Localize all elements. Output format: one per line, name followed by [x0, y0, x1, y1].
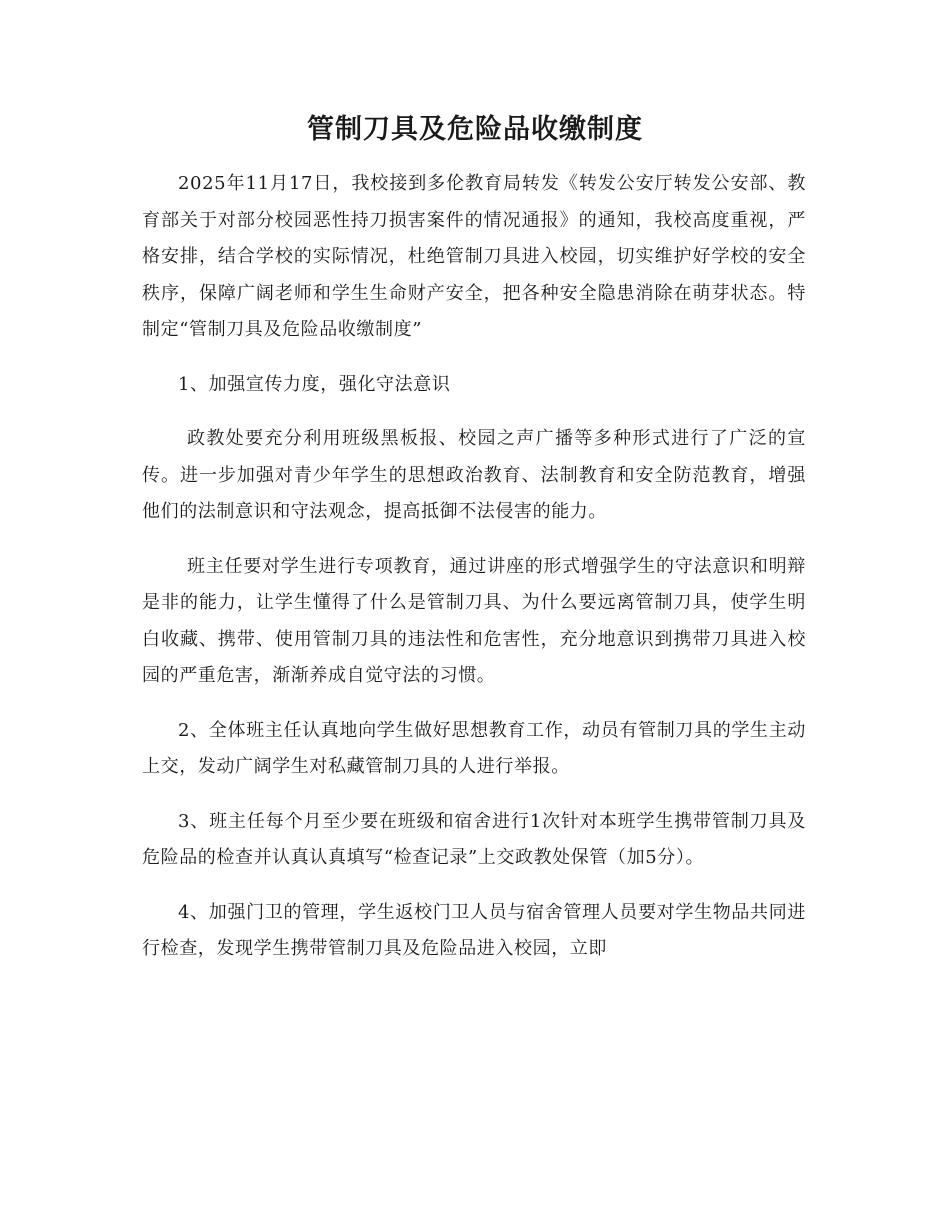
- paragraph-class-teacher: 班主任要对学生进行专项教育，通过讲座的形式增强学生的守法意识和明辩是非的能力，让学生懂得了什么是管制刀具、为什么要远离管制刀具，使学生明白收藏、携带、使用管制刀具的违法性和危害性，充分地意识到携带刀具进入校园的严重危害，渐渐养成自觉守法的习惯。: [142, 555, 806, 686]
- section-item-4: 4、加强门卫的管理，学生返校门卫人员与宿舍管理人员要对学生物品共同进行检查，发现学生携带管制刀具及危险品进入校园，立即: [142, 901, 806, 959]
- section-heading-1: 1、加强宣传力度，强化守法意识: [178, 373, 451, 395]
- document-title: 管制刀具及危险品收缴制度: [307, 114, 643, 145]
- section-item-3: 3、班主任每个月至少要在班级和宿舍进行1次针对本班学生携带管制刀具及危险品的检查并认真认真填写“检查记录”上交政教处保管（加5分）。: [142, 810, 806, 868]
- section-item-2: 2、全体班主任认真地向学生做好思想教育工作，动员有管制刀具的学生主动上交，发动广阔学生对私藏管制刀具的人进行举报。: [142, 719, 806, 777]
- document-body: [142, 166, 806, 986]
- intro-paragraph: 2025年11月17日，我校接到多伦教育局转发《转发公安厅转发公安部、教育部关于对部分校园恶性持刀损害案件的情况通报》的通知，我校高度重视，严格安排，结合学校的实际情况，杜绝管制刀具进入校园，切实维护好学校的安全秩序，保障广阔老师和学生生命财产安全，把各种安全隐患消除在萌芽状态。特制定“管制刀具及危险品收缴制度”: [142, 173, 806, 340]
- paragraph-publicity: 政教处要充分利用班级黑板报、校园之声广播等多种形式进行了广泛的宣传。进一步加强对青少年学生的思想政治教育、法制教育和安全防范教育，增强他们的法制意识和守法观念，提高抵御不法侵害的能力。: [142, 428, 806, 522]
